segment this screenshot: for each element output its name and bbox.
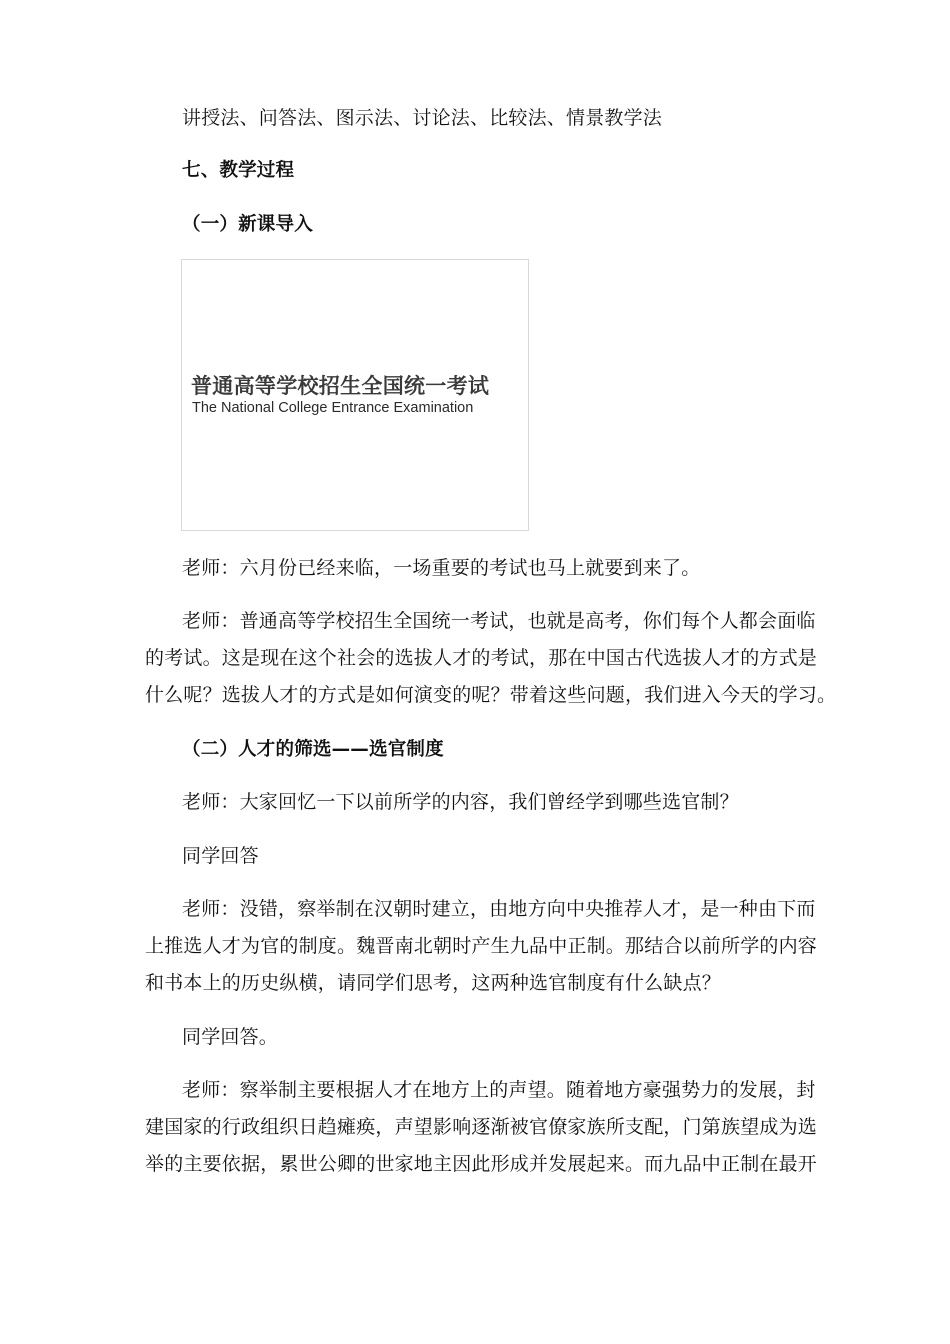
subsection-heading-official-selection: （二）人才的筛选——选官制度: [182, 739, 444, 760]
paragraph-2-line-3: 什么呢？选拔人才的方式是如何演变的呢？带着这些问题，我们进入今天的学习。: [145, 684, 837, 706]
image-title-chinese: 普通高等学校招生全国统一考试: [191, 374, 490, 398]
paragraph-1: 老师：六月份已经来临，一场重要的考试也马上就要到来了。: [182, 557, 701, 579]
paragraph-2-line-1: 老师：普通高等学校招生全国统一考试，也就是高考，你们每个人都会面临: [182, 610, 816, 632]
paragraph-2-line-2: 的考试。这是现在这个社会的选拔人才的考试，那在中国古代选拔人才的方式是: [145, 647, 818, 669]
paragraph-5-line-3: 和书本上的历史纵横，请同学们思考，这两种选官制度有什么缺点？: [145, 972, 722, 994]
paragraph-7-line-3: 举的主要依据，累世公卿的世家地主因此形成并发展起来。而九品中正制在最开: [145, 1153, 818, 1175]
teaching-methods: 讲授法、问答法、图示法、讨论法、比较法、情景教学法: [182, 107, 663, 129]
paragraph-5-line-2: 上推选人才为官的制度。魏晋南北朝时产生九品中正制。那结合以前所学的内容: [145, 935, 818, 957]
paragraph-5-line-1: 老师：没错，察举制在汉朝时建立，由地方向中央推荐人才，是一种由下而: [182, 898, 816, 920]
paragraph-7-line-2: 建国家的行政组织日趋瘫痪，声望影响逐渐被官僚家族所支配，门第族望成为选: [145, 1116, 818, 1138]
paragraph-3: 老师：大家回忆一下以前所学的内容，我们曾经学到哪些选官制？: [182, 791, 739, 813]
paragraph-6: 同学回答。: [182, 1026, 279, 1048]
paragraph-7-line-1: 老师：察举制主要根据人才在地方上的声望。随着地方豪强势力的发展，封: [182, 1079, 816, 1101]
subsection-heading-introduction: （一）新课导入: [182, 214, 313, 235]
exam-title-image: [181, 259, 529, 531]
section-heading-teaching-process: 七、教学过程: [182, 160, 295, 181]
image-title-english: The National College Entrance Examination: [192, 400, 474, 416]
paragraph-4: 同学回答: [182, 845, 259, 867]
